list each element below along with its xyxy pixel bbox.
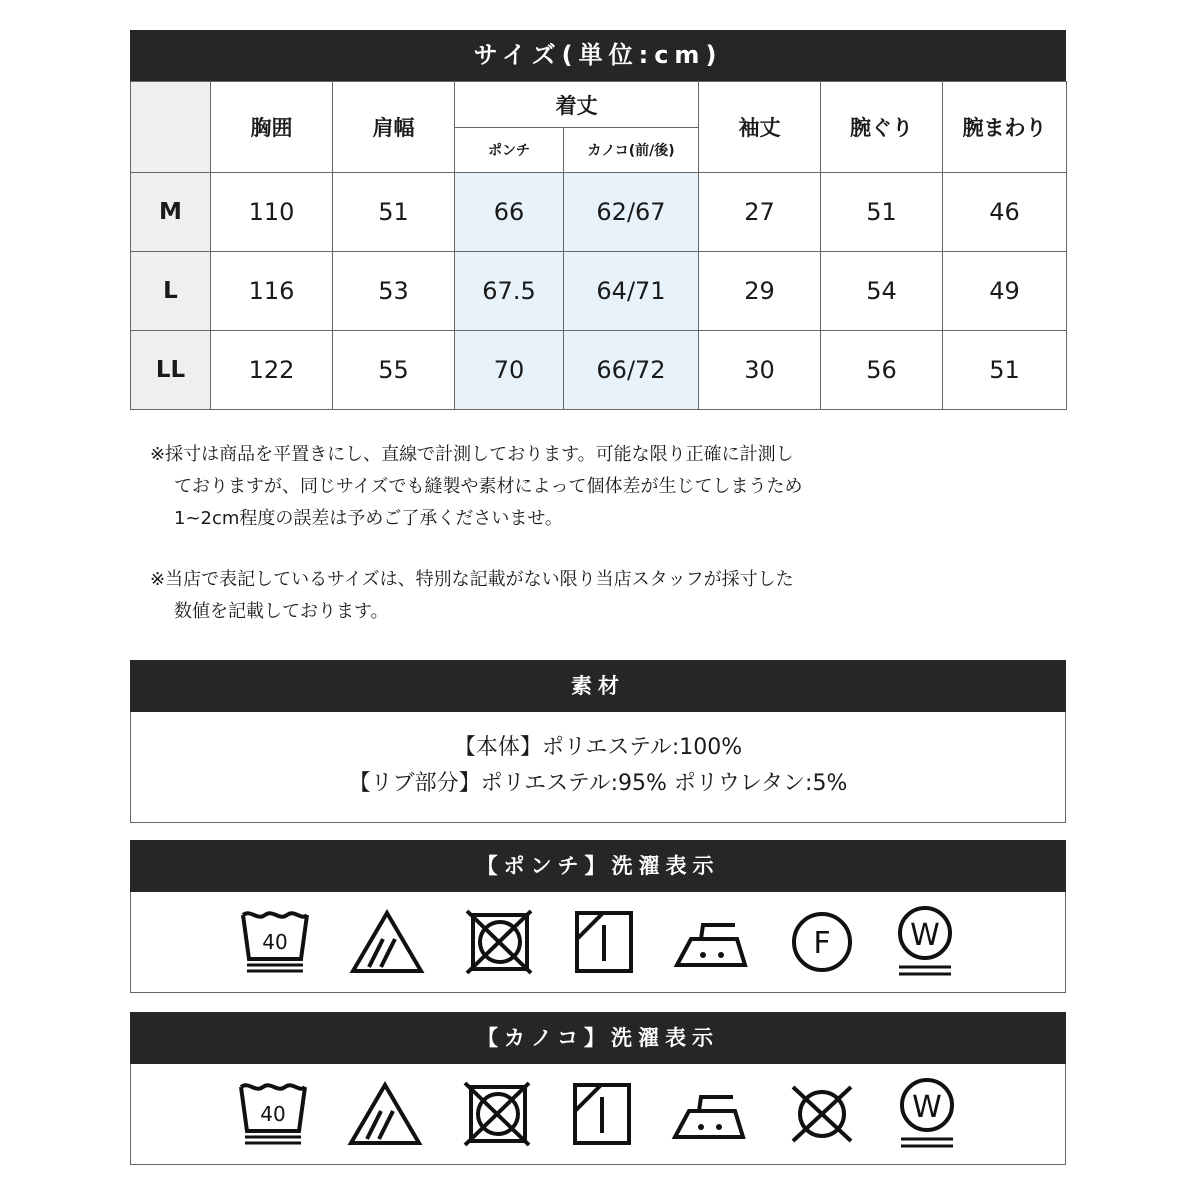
note-line: ※当店で表記しているサイズは、特別な記載がない限り当店スタッフが採寸した: [150, 569, 794, 590]
dryclean-letter: F: [813, 926, 831, 961]
material-rib: 【リブ部分】ポリエステル:95% ポリウレタン:5%: [348, 771, 848, 796]
value-sleeve: 29: [699, 252, 821, 331]
table-row: [131, 331, 1067, 410]
no-tumble-dry-icon: [461, 1081, 533, 1147]
value-shoulder: 51: [333, 173, 455, 252]
wash-temp-label: 40: [260, 1102, 286, 1126]
value-sleeve: 30: [699, 331, 821, 410]
note-line: 1~2cm程度の誤差は予めご了承くださいませ。: [174, 508, 563, 529]
size-table: [130, 81, 1067, 410]
value-arm-circ: 49: [943, 252, 1067, 331]
value-ponchi: 66: [455, 173, 564, 252]
iron-medium-icon: [673, 909, 751, 975]
header-chest: 胸囲: [211, 82, 333, 173]
size-section-title: サイズ(単位:cm): [130, 30, 1066, 81]
no-tumble-dry-icon: [463, 909, 535, 975]
material-box: [130, 712, 1066, 823]
value-chest: 116: [211, 252, 333, 331]
header-sleeve: 袖丈: [699, 82, 821, 173]
wash-40-gentle-icon: [237, 1081, 309, 1147]
table-row: [131, 252, 1067, 331]
size-label: L: [131, 252, 211, 331]
value-armhole: 56: [821, 331, 943, 410]
care-ponchi-box: [130, 892, 1066, 993]
material-body: 【本体】ポリエステル:100%: [453, 735, 743, 760]
line-dry-shade-icon: [573, 909, 635, 975]
header-shoulder: 肩幅: [333, 82, 455, 173]
wash-temp-label: 40: [262, 930, 288, 954]
note-line: 数値を記載しております。: [174, 601, 389, 622]
header-arm-circ: 腕まわり: [943, 82, 1067, 173]
no-dryclean-icon: [787, 1081, 857, 1147]
value-kanoko: 66/72: [564, 331, 699, 410]
value-ponchi: 67.5: [455, 252, 564, 331]
header-length-kanoko: カノコ(前/後): [564, 128, 699, 173]
value-arm-circ: 51: [943, 331, 1067, 410]
bleach-non-chlorine-icon: [349, 909, 425, 975]
wetclean-letter: W: [912, 1090, 942, 1125]
line-dry-shade-icon: [571, 1081, 633, 1147]
care-kanoko-box: [130, 1064, 1066, 1165]
value-sleeve: 27: [699, 173, 821, 252]
dryclean-f-icon: [789, 909, 855, 975]
note-line: ておりますが、同じサイズでも縫製や素材によって個体差が生じてしまうため: [174, 476, 803, 497]
wetclean-very-gentle-icon: [893, 905, 957, 979]
bleach-non-chlorine-icon: [347, 1081, 423, 1147]
value-chest: 122: [211, 331, 333, 410]
header-length: 着丈: [455, 82, 699, 128]
note-line: ※採寸は商品を平置きにし、直線で計測しております。可能な限り正確に計測し: [150, 444, 794, 465]
size-source-note: [150, 564, 794, 628]
measurement-note: [150, 439, 803, 535]
header-length-ponchi: ポンチ: [455, 128, 564, 173]
value-kanoko: 62/67: [564, 173, 699, 252]
value-chest: 110: [211, 173, 333, 252]
value-armhole: 54: [821, 252, 943, 331]
iron-medium-icon: [671, 1081, 749, 1147]
table-row: [131, 173, 1067, 252]
header-armhole: 腕ぐり: [821, 82, 943, 173]
size-label: M: [131, 173, 211, 252]
wetclean-very-gentle-icon: [895, 1077, 959, 1151]
material-section-title: 素材: [130, 660, 1066, 712]
size-label: LL: [131, 331, 211, 410]
wash-40-gentle-icon: [239, 909, 311, 975]
value-arm-circ: 46: [943, 173, 1067, 252]
care-ponchi-title: 【ポンチ】洗濯表示: [130, 840, 1066, 892]
value-shoulder: 55: [333, 331, 455, 410]
care-kanoko-title: 【カノコ】洗濯表示: [130, 1012, 1066, 1064]
value-ponchi: 70: [455, 331, 564, 410]
wetclean-letter: W: [910, 918, 940, 953]
value-shoulder: 53: [333, 252, 455, 331]
value-kanoko: 64/71: [564, 252, 699, 331]
value-armhole: 51: [821, 173, 943, 252]
corner-cell: [131, 82, 211, 173]
